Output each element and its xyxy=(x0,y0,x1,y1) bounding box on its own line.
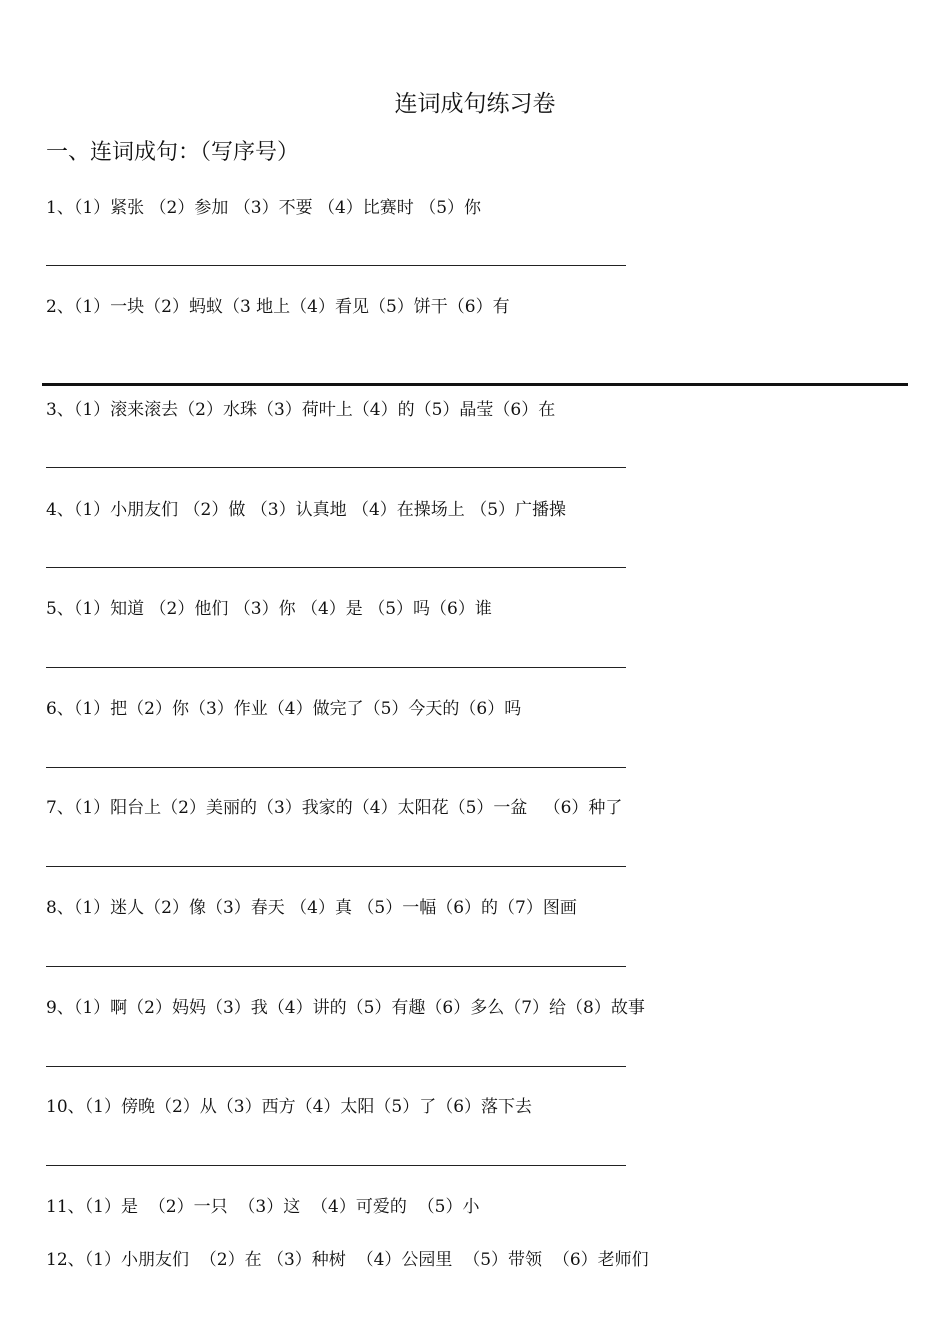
question-4: 4、（1）小朋友们 （2）做 （3）认真地 （4）在操场上 （5）广播操 xyxy=(46,500,567,520)
answer-line-1[interactable] xyxy=(46,265,626,266)
answer-line-8[interactable] xyxy=(46,966,626,967)
question-3: 3、（1）滚来滚去（2）水珠（3）荷叶上（4）的（5）晶莹（6）在 xyxy=(46,400,556,420)
answer-line-5[interactable] xyxy=(46,667,626,668)
answer-line-2[interactable] xyxy=(42,383,908,386)
question-11: 11、（1）是 （2）一只 （3）这 （4）可爱的 （5）小 xyxy=(46,1197,480,1217)
question-5: 5、（1）知道 （2）他们 （3）你 （4）是 （5）吗（6）谁 xyxy=(46,599,492,619)
question-1: 1、（1）紧张 （2）参加 （3）不要 （4）比赛时 （5）你 xyxy=(46,198,482,218)
answer-line-3[interactable] xyxy=(46,467,626,468)
question-12: 12、（1）小朋友们 （2）在 （3）种树 （4）公园里 （5）带领 （6）老师们 xyxy=(46,1250,649,1270)
question-2: 2、（1）一块（2）蚂蚁（3 地上（4）看见（5）饼干（6）有 xyxy=(46,297,510,317)
answer-line-9[interactable] xyxy=(46,1066,626,1067)
question-10: 10、（1）傍晚（2）从（3）西方（4）太阳（5）了（6）落下去 xyxy=(46,1097,533,1117)
answer-line-4[interactable] xyxy=(46,567,626,568)
question-9: 9、（1）啊（2）妈妈（3）我（4）讲的（5）有趣（6）多么（7）给（8）故事 xyxy=(46,998,645,1018)
answer-line-10[interactable] xyxy=(46,1165,626,1166)
question-8: 8、（1）迷人（2）像（3）春天 （4）真 （5）一幅（6）的（7）图画 xyxy=(46,898,577,918)
question-6: 6、（1）把（2）你（3）作业（4）做完了（5）今天的（6）吗 xyxy=(46,699,522,719)
section-heading: 一、连词成句：（写序号） xyxy=(46,140,300,165)
question-7: 7、（1）阳台上（2）美丽的（3）我家的（4）太阳花（5）一盆 （6）种了 xyxy=(46,798,623,818)
answer-line-6[interactable] xyxy=(46,767,626,768)
page-title: 连词成句练习卷 xyxy=(394,91,556,117)
answer-line-7[interactable] xyxy=(46,866,626,867)
